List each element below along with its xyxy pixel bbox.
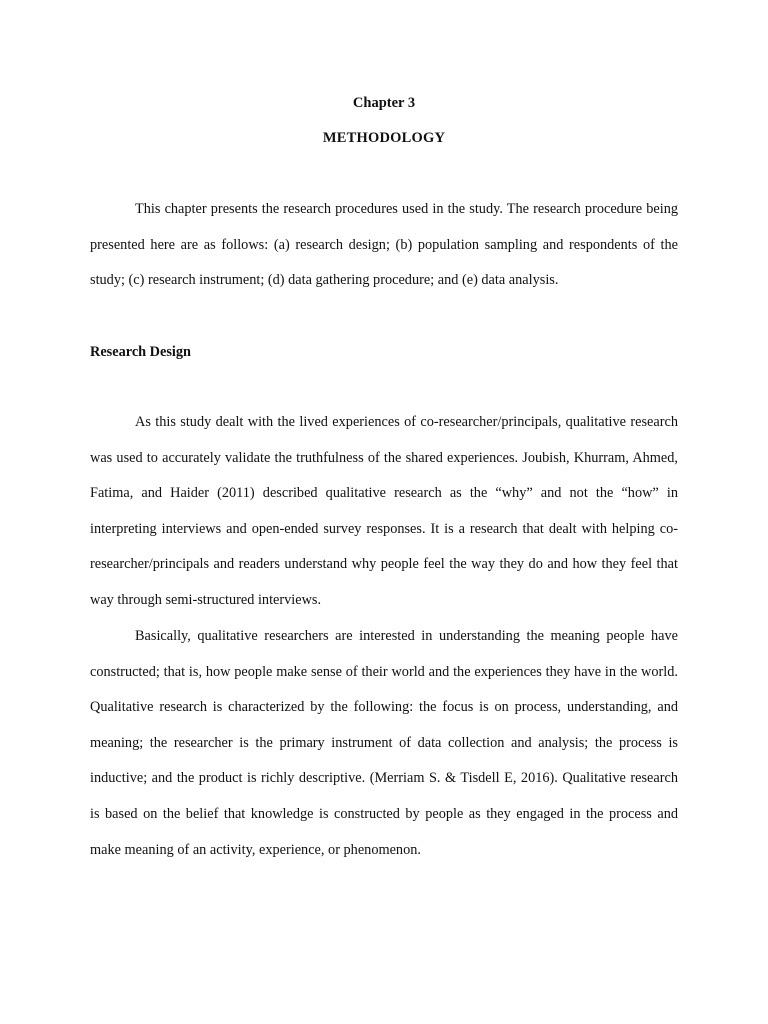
intro-paragraph: This chapter presents the research procedures used in the study. The research procedure being presented here are as follows: (a) research design; (b) population sampling and respondents of the study; (c) research instrument; (d) data gathering procedure; and (e) data analysis. <box>90 201 678 289</box>
section-heading-research-design: Research Design <box>90 344 191 360</box>
body-paragraph: As this study dealt with the lived experiences of co-researcher/principals, qualitative research was used to accurately validate the truthfulness of the shared experiences. Joubish, Khurram, Ahmed, Fatima, and Haider (2011) described qualitative research as the “why” and not the “how” in interpreting interviews and open-ended survey responses. It is a research that dealt with helping co-researcher/principals and readers understand why people feel the way they do and how they feel that way through semi-structured interviews. <box>90 414 678 608</box>
chapter-title: METHODOLOGY <box>322 130 446 146</box>
chapter-label: Chapter 3 <box>352 95 416 111</box>
body-paragraph: Basically, qualitative researchers are interested in understanding the meaning people have constructed; that is, how people make sense of their world and the experiences they have in the world. Qualitative research is characterized by the following: the focus is on process, understanding, and meaning; the researcher is the primary instrument of data collection and analysis; the process is inductive; and the product is richly descriptive. (Merriam S. & Tisdell E, 2016). Qualitative research is based on the belief that knowledge is constructed by people as they engaged in the process and make meaning of an activity, experience, or phenomenon. <box>90 628 678 858</box>
